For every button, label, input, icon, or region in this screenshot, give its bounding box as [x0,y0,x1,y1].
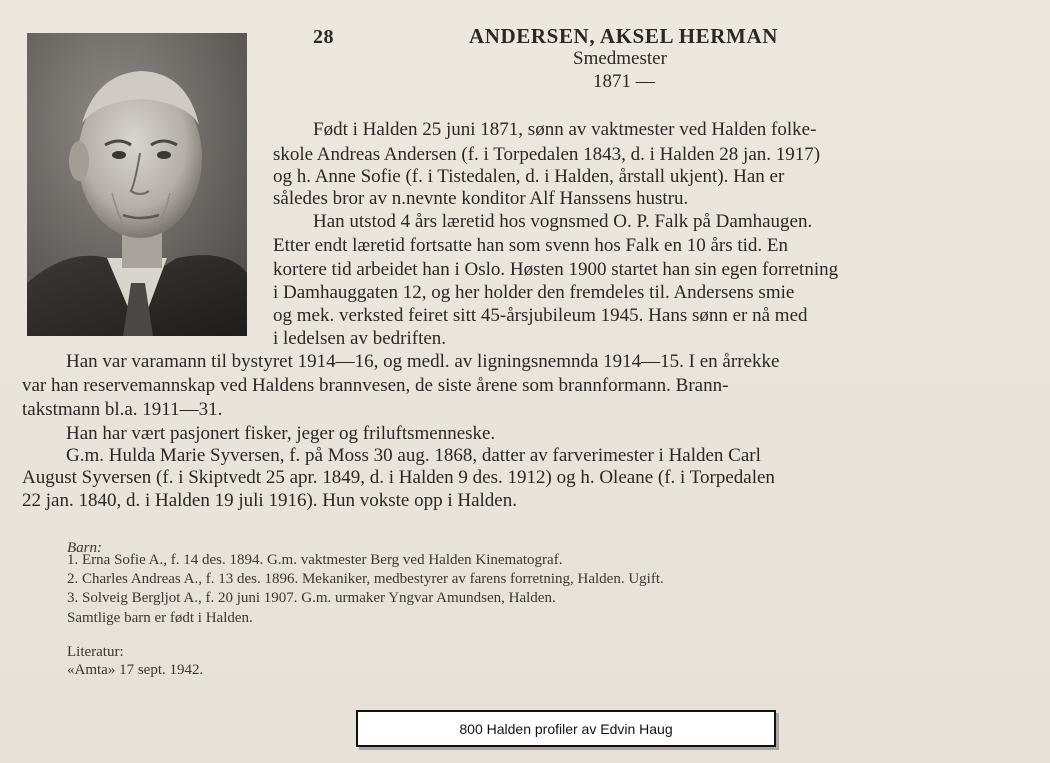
body-line: Han utstod 4 års læretid hos vognsmed O. P. Falk på Damhaugen. [313,211,813,232]
literature-heading: Literatur: [67,644,124,660]
body-line: Han har vært pasjonert fisker, jeger og friluftsmenneske. [66,423,496,444]
body-line: og mek. verksted feiret sitt 45-årsjubileum 1945. Hans sønn er nå med [273,305,808,326]
body-line: i ledelsen av bedriften. [273,328,447,349]
source-caption [356,710,776,747]
caption-text: 800 Halden profiler av Edvin Haug [459,720,673,737]
life-years: 1871 — [593,71,655,92]
body-line: og h. Anne Sofie (f. i Tistedalen, d. i Halden, årstall ukjent). Han er [273,166,785,187]
body-line: Født i Halden 25 juni 1871, sønn av vaktmester ved Halden folke- [313,119,817,140]
occupation: Smedmester [573,48,667,69]
child-entry: 2. Charles Andreas A., f. 13 des. 1896. Mekaniker, medbestyrer av farens forretning, Halden. Ugift. [67,571,664,587]
person-name: ANDERSEN, AKSEL HERMAN [469,24,779,48]
body-line: således bror av n.nevnte konditor Alf Hanssens hustru. [273,188,689,209]
children-note: Samtlige barn er født i Halden. [67,610,253,626]
child-entry: 1. Erna Sofie A., f. 14 des. 1894. G.m. vaktmester Berg ved Halden Kinematograf. [67,552,563,568]
body-line: Han var varamann til bystyret 1914—16, og medl. av ligningsnemnda 1914—15. I en årrekke [66,351,780,372]
body-line: i Damhauggaten 12, og her holder den fremdeles til. Andersens smie [273,282,795,303]
body-line: G.m. Hulda Marie Syversen, f. på Moss 30 aug. 1868, datter av farverimester i Halden Carl [66,445,761,466]
body-line: August Syversen (f. i Skiptvedt 25 apr. 1849, d. i Halden 9 des. 1912) og h. Oleane (f. i Torpedalen [22,467,775,488]
portrait-photo [27,33,247,336]
body-line: skole Andreas Andersen (f. i Torpedalen 1843, d. i Halden 28 jan. 1917) [273,144,821,165]
body-line: kortere tid arbeidet han i Oslo. Høsten 1900 startet han sin egen forretning [273,259,839,280]
literature-entry: «Amta» 17 sept. 1942. [67,662,204,678]
children-heading: Barn: [67,540,102,556]
page-number: 28 [313,26,334,48]
body-line: var han reservemannskap ved Haldens brannvesen, de siste årene som brannformann. Brann- [22,375,729,396]
body-line: 22 jan. 1840, d. i Halden 19 juli 1916). Hun vokste opp i Halden. [22,490,517,511]
body-line: Etter endt læretid fortsatte han som svenn hos Falk en 10 års tid. En [273,235,789,256]
body-line: takstmann bl.a. 1911—31. [22,399,223,420]
child-entry: 3. Solveig Bergljot A., f. 20 juni 1907. G.m. urmaker Yngvar Amundsen, Halden. [67,590,556,606]
